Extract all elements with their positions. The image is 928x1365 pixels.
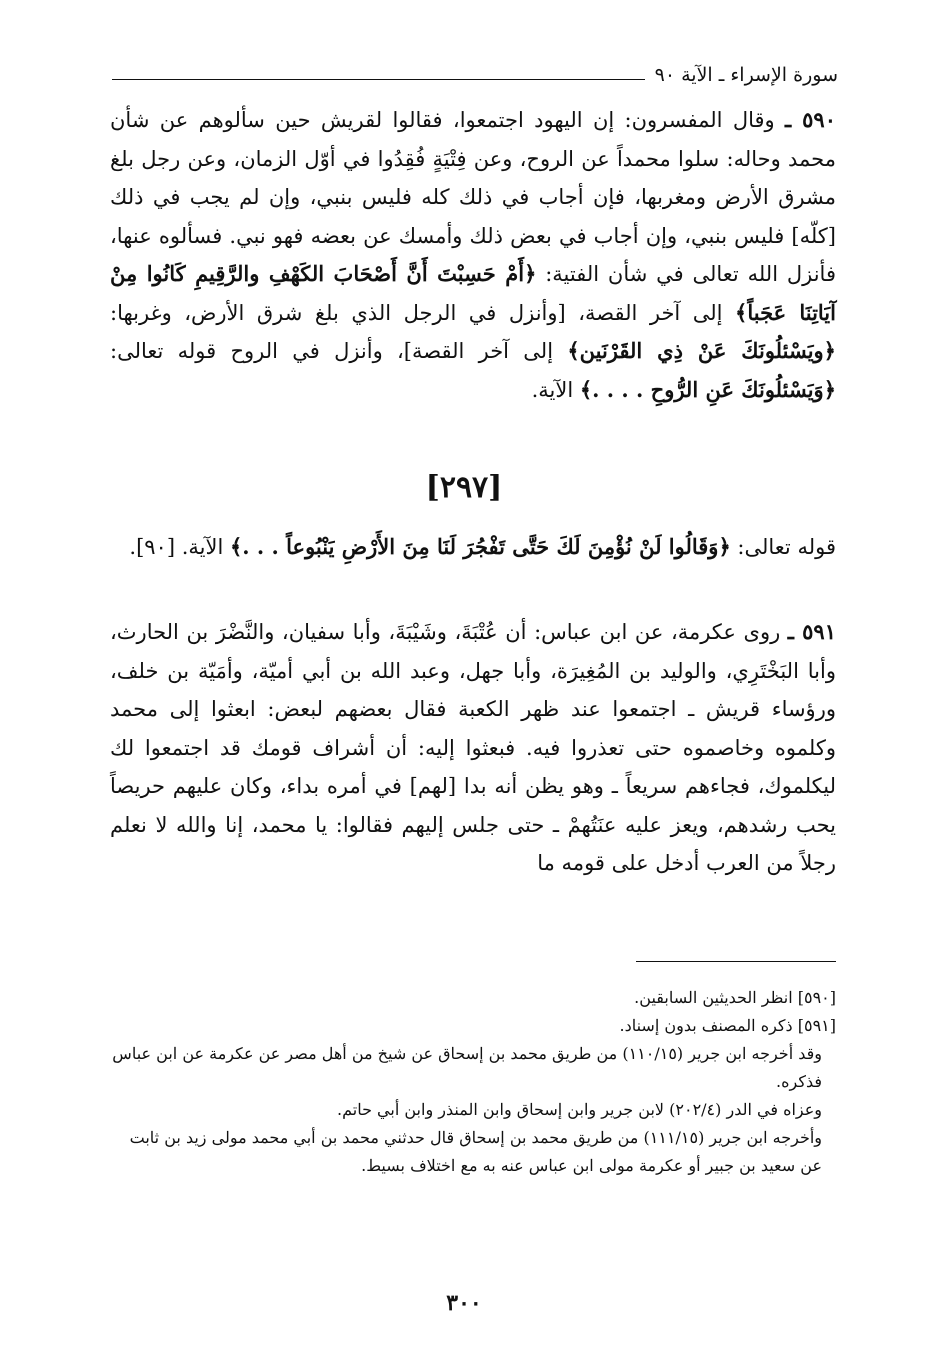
section-heading: [٢٩٧] <box>425 470 503 505</box>
paragraph-text: إلى آخر القصة، [وأنزل في الرجل الذي بلغ شرق الأرض، وغربها: <box>110 300 736 325</box>
paragraph-text: وقال المفسرون: إن اليهود اجتمعوا، فقالوا لقريش حين سألوهم عن شأن محمد وحاله: سلوا محمداً عن الروح، وعن فِتْيَةٍ فُقِدُوا في أوّل الزمان، وعن رجل بلغ مشرق الأرض ومغربها، فإن أجاب في ذلك كله فليس بنبي، وإن لم يجب في ذلك [كلّه] فليس بنبي، وإن أجاب في بعض ذلك وأمسك عن بعضه فهو نبي. فسألوه عنها، فأنزل الله تعالى في شأن الفتية: <box>110 108 836 286</box>
verse-reference: الآية. [٩٠]. <box>129 535 230 559</box>
footnotes <box>110 984 836 1180</box>
page-number: ٣٠٠ <box>446 1290 482 1316</box>
quran-quote: ﴿وَيَسْئلُونَكَ عَنِ الرُّوحِ . . . .﴾ <box>579 376 836 402</box>
footnote: [٥٩٠] انظر الحديثين السابقين. <box>634 988 836 1007</box>
quran-quote: ﴿ويَسْئلُونَكَ عَنْ ذِي القَرْنَين﴾ <box>567 338 836 363</box>
surah-title: سورة الإسراء ـ الآية ٩٠ <box>654 64 838 86</box>
paragraph-text: الآية. <box>531 377 580 402</box>
footnote: وأخرجه ابن جرير (١١١/١٥) من طريق محمد بن إسحاق قال حدثني محمد بن أبي محمد مولى زيد بن ثابت عن سعيد بن جبير أو عكرمة مولى ابن عباس عنه به مع اختلاف بسيط. <box>129 1128 822 1175</box>
footnote: وعزاه في الدر (٢٠٢/٤) لابن جرير وابن إسحاق وابن المنذر وابن أبي حاتم. <box>337 1100 822 1119</box>
hadith-591-paragraph <box>110 613 836 883</box>
verse-intro: قوله تعالى: <box>730 535 836 559</box>
hadith-number: ٥٩١ ـ <box>787 619 836 644</box>
footnote: [٥٩١] ذكره المصنف بدون إسناد. <box>619 1016 836 1035</box>
footnote: وقد أخرجه ابن جرير (١١٠/١٥) من طريق محمد بن إسحاق عن شيخ من أهل مصر عن عكرمة عن ابن عباس فذكره. <box>112 1044 822 1091</box>
footnote-rule <box>636 961 836 962</box>
hadith-590-paragraph <box>110 101 836 409</box>
running-header <box>112 64 838 86</box>
paragraph-text: إلى آخر القصة]، وأنزل في الروح قوله تعالى: <box>110 339 568 363</box>
quran-quote: ﴿وَقَالُوا لَنْ نُؤْمِنَ لَكَ حَتَّى تَفْجُرَ لَنَا مِنَ الأَرْضِ يَنْبُوعاً . . .﴾ <box>229 534 731 559</box>
quran-quote: ﴿أَمْ حَسِبْتَ أَنَّ أَصْحَابَ الكَهْفِ والرَّقِيمِ كَانُوا مِنْ آيَاتِنَا عَجَباً﴾ <box>110 261 836 325</box>
header-rule <box>112 79 645 80</box>
hadith-number: ٥٩٠ ـ <box>785 107 836 132</box>
verse-paragraph <box>110 528 836 567</box>
paragraph-text: روى عكرمة، عن ابن عباس: أن عُتْبَةَ، وشَيْبَةَ، وأبا سفيان، والنَّضْرَ بن الحارث، وأبا البَخْتَرِي، والوليد بن المُغِيرَة، وأبا جهل، وعبد الله بن أبي أميّة، وأمَيّة بن خلف، ورؤساء قريش ـ اجتمعوا عند ظهر الكعبة فقال بعضهم لبعض: ابعثوا إلى محمد وكلموه وخاصموه حتى تعذروا فيه. فبعثوا إليه: أن أشراف قومك قد اجتمعوا لك ليكلموك، فجاءهم سريعاً ـ وهو يظن أنه بدا [لهم] في أمره بداء، وكان عليهم حريصاً يحب رشدهم، ويعز عليه عنَتُهمْ ـ حتى جلس إليهم فقالوا: يا محمد، إنا والله لا نعلم رجلاً من العرب أدخل على قومه ما <box>110 620 836 875</box>
